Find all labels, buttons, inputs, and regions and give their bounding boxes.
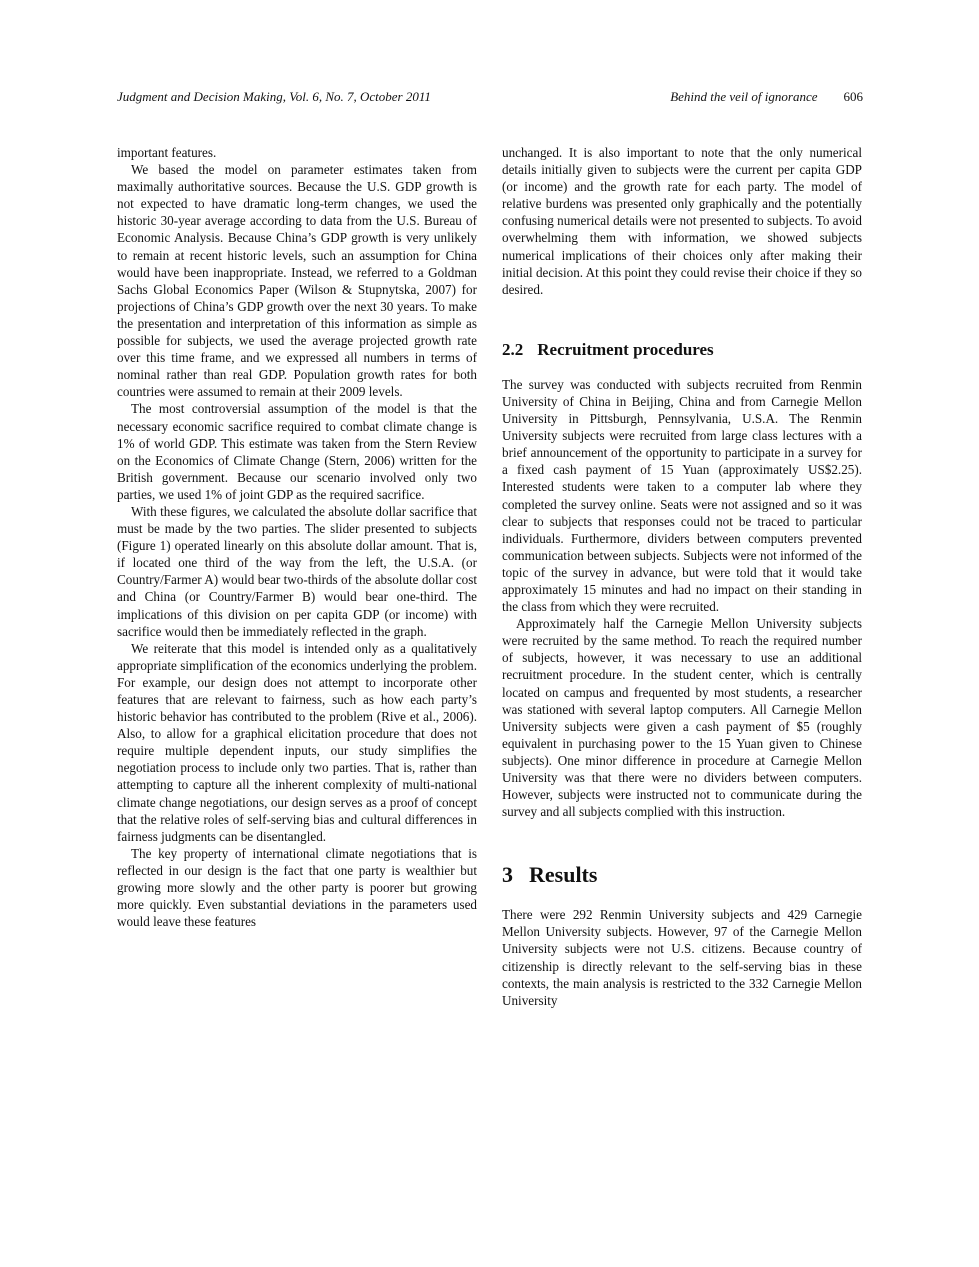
running-header [117, 89, 863, 107]
paragraph: The survey was conducted with subjects recruited from Renmin University of China in Beijing, China and from Carnegie Mellon University in Pittsburgh, Pennsylvania, U.S.A. The Renmin University subjects were recruited from large class lectures with a brief announcement of the opportunity to participate in a survey for a fixed cash payment of 15 Yuan (approximately US$2.25). Interested students were taken to a computer lab where they completed the survey online. Seats were not assigned and so it was clear to subjects that responses could not be traced to particular individuals. Furthermore, dividers between computers prevented communication between subjects. Subjects were not informed of the topic of the survey in advance, but were told that it would take approximately 15 minutes and had no impact on their standing in the class from which they were recruited. [502, 376, 862, 615]
section-title: Results [529, 862, 598, 888]
paragraph: Approximately half the Carnegie Mellon University subjects were recruited by the same method. To reach the required number of subjects, however, it was necessary to use an additional recruitment procedure. In the student center, which is centrally located on campus and frequented by most students, a researcher was stationed with several laptop computers. All Carnegie Mellon University subjects were given a cash payment of $5 (roughly equivalent in purchasing power to the 15 Yuan given to Chinese subjects). One minor difference in procedure at Carnegie Mellon University was that there were no dividers between computers. However, subjects were instructed not to communicate during the survey and all subjects complied with this instruction. [502, 616, 862, 820]
section-title: Recruitment procedures [537, 339, 714, 359]
left-column [117, 144, 477, 930]
header-right [670, 89, 863, 105]
paragraph: There were 292 Renmin University subjects and 429 Carnegie Mellon University subjects. However, 97 of the Carnegie Mellon University subjects were not U.S. citizens. Because country of citizenship is directly relevant to the self-serving bias in these contexts, the main analysis is restricted to the 332 Carnegie Mellon University [502, 907, 862, 1008]
paragraph: important features. [117, 145, 217, 160]
section-number: 2.2 [502, 339, 524, 359]
page-number: 606 [843, 89, 863, 104]
paragraph: The most controversial assumption of the model is that the necessary economic sacrifice required to combat climate change is 1% of world GDP. This estimate was taken from the Stern Review on the Economics of Climate Change (Stern, 2006) written for the British government. Because our scenario involved only two parties, we used 1% of joint GDP as the required sacrifice. [117, 401, 477, 502]
section-number: 3 [502, 862, 513, 888]
section-heading-results [502, 862, 862, 888]
section-heading-recruitment [502, 340, 862, 360]
paragraph: The key property of international climate negotiations that is reflected in our design is the fact that one party is wealthier but growing more slowly and the other party is poorer but growing more quickly. Even substantial deviations in the parameters used would leave these features [117, 845, 477, 930]
paragraph: We based the model on parameter estimates taken from maximally authoritative sources. Because the U.S. GDP growth is not expected to have dramatic long-term changes, we used the historic 30-year average according to data from the U.S. Bureau of Economic Analysis. Because China’s GDP growth is very unlikely to remain at recent historic levels, such an assumption for China would have been inappropriate. Instead, we referred to a Goldman Sachs Global Economics Paper (Wilson & Stupnytska, 2007) for projections of China’s GDP growth over the next 30 years. To make the presentation and interpretation of this information as simple as possible for subjects, we used the average projected growth rate over this time frame, and we expressed all numbers in terms of nominal rather than real GDP. Population growth rates for both countries were assumed to remain at their 2009 levels. [117, 162, 477, 400]
paragraph: With these figures, we calculated the absolute dollar sacrifice that must be made by the two parties. The slider presented to subjects (Figure 1) operated linearly on this absolute dollar amount. That is, if located one third of the way from the left, the U.S.A. (or Country/Farmer A) would bear two-thirds of the absolute dollar cost and China (or Country/Farmer B) would bear one-third. The implications of this division on per capita GDP (or income) with sacrifice would then be immediately reflected in the graph. [117, 503, 477, 639]
paragraph: We reiterate that this model is intended only as a qualitatively appropriate simplification of the economics underlying the problem. For example, our design does not attempt to incorporate other features that are relevant to fairness, such as how each party’s historic behavior has contributed to the problem (Rive et al., 2006). Also, to allow for a graphical elicitation procedure that does not require multiple dependent inputs, our study simplifies the negotiation process to include only two parties. That is, rather than attempting to capture all the inherent complexity of multi-national climate change negotiations, our design serves as a proof of concept that the relative roles of self-serving bias and cultural differences in fairness judgments can be disentangled. [117, 640, 477, 844]
right-column [502, 144, 862, 1009]
running-title: Behind the veil of ignorance [670, 89, 818, 104]
paragraph: unchanged. It is also important to note that the only numerical details initially given to subjects were the current per capita GDP (or income) and the growth rate for each party. The model of relative burdens was presented only graphically and the potentially confusing numerical details were not presented to subjects. To avoid overwhelming them with information, we showed subjects numerical implications of their choices only after making their initial decision. At this point they could revise their choice if they so desired. [502, 145, 862, 297]
journal-citation: Judgment and Decision Making, Vol. 6, No. 7, October 2011 [117, 89, 431, 104]
